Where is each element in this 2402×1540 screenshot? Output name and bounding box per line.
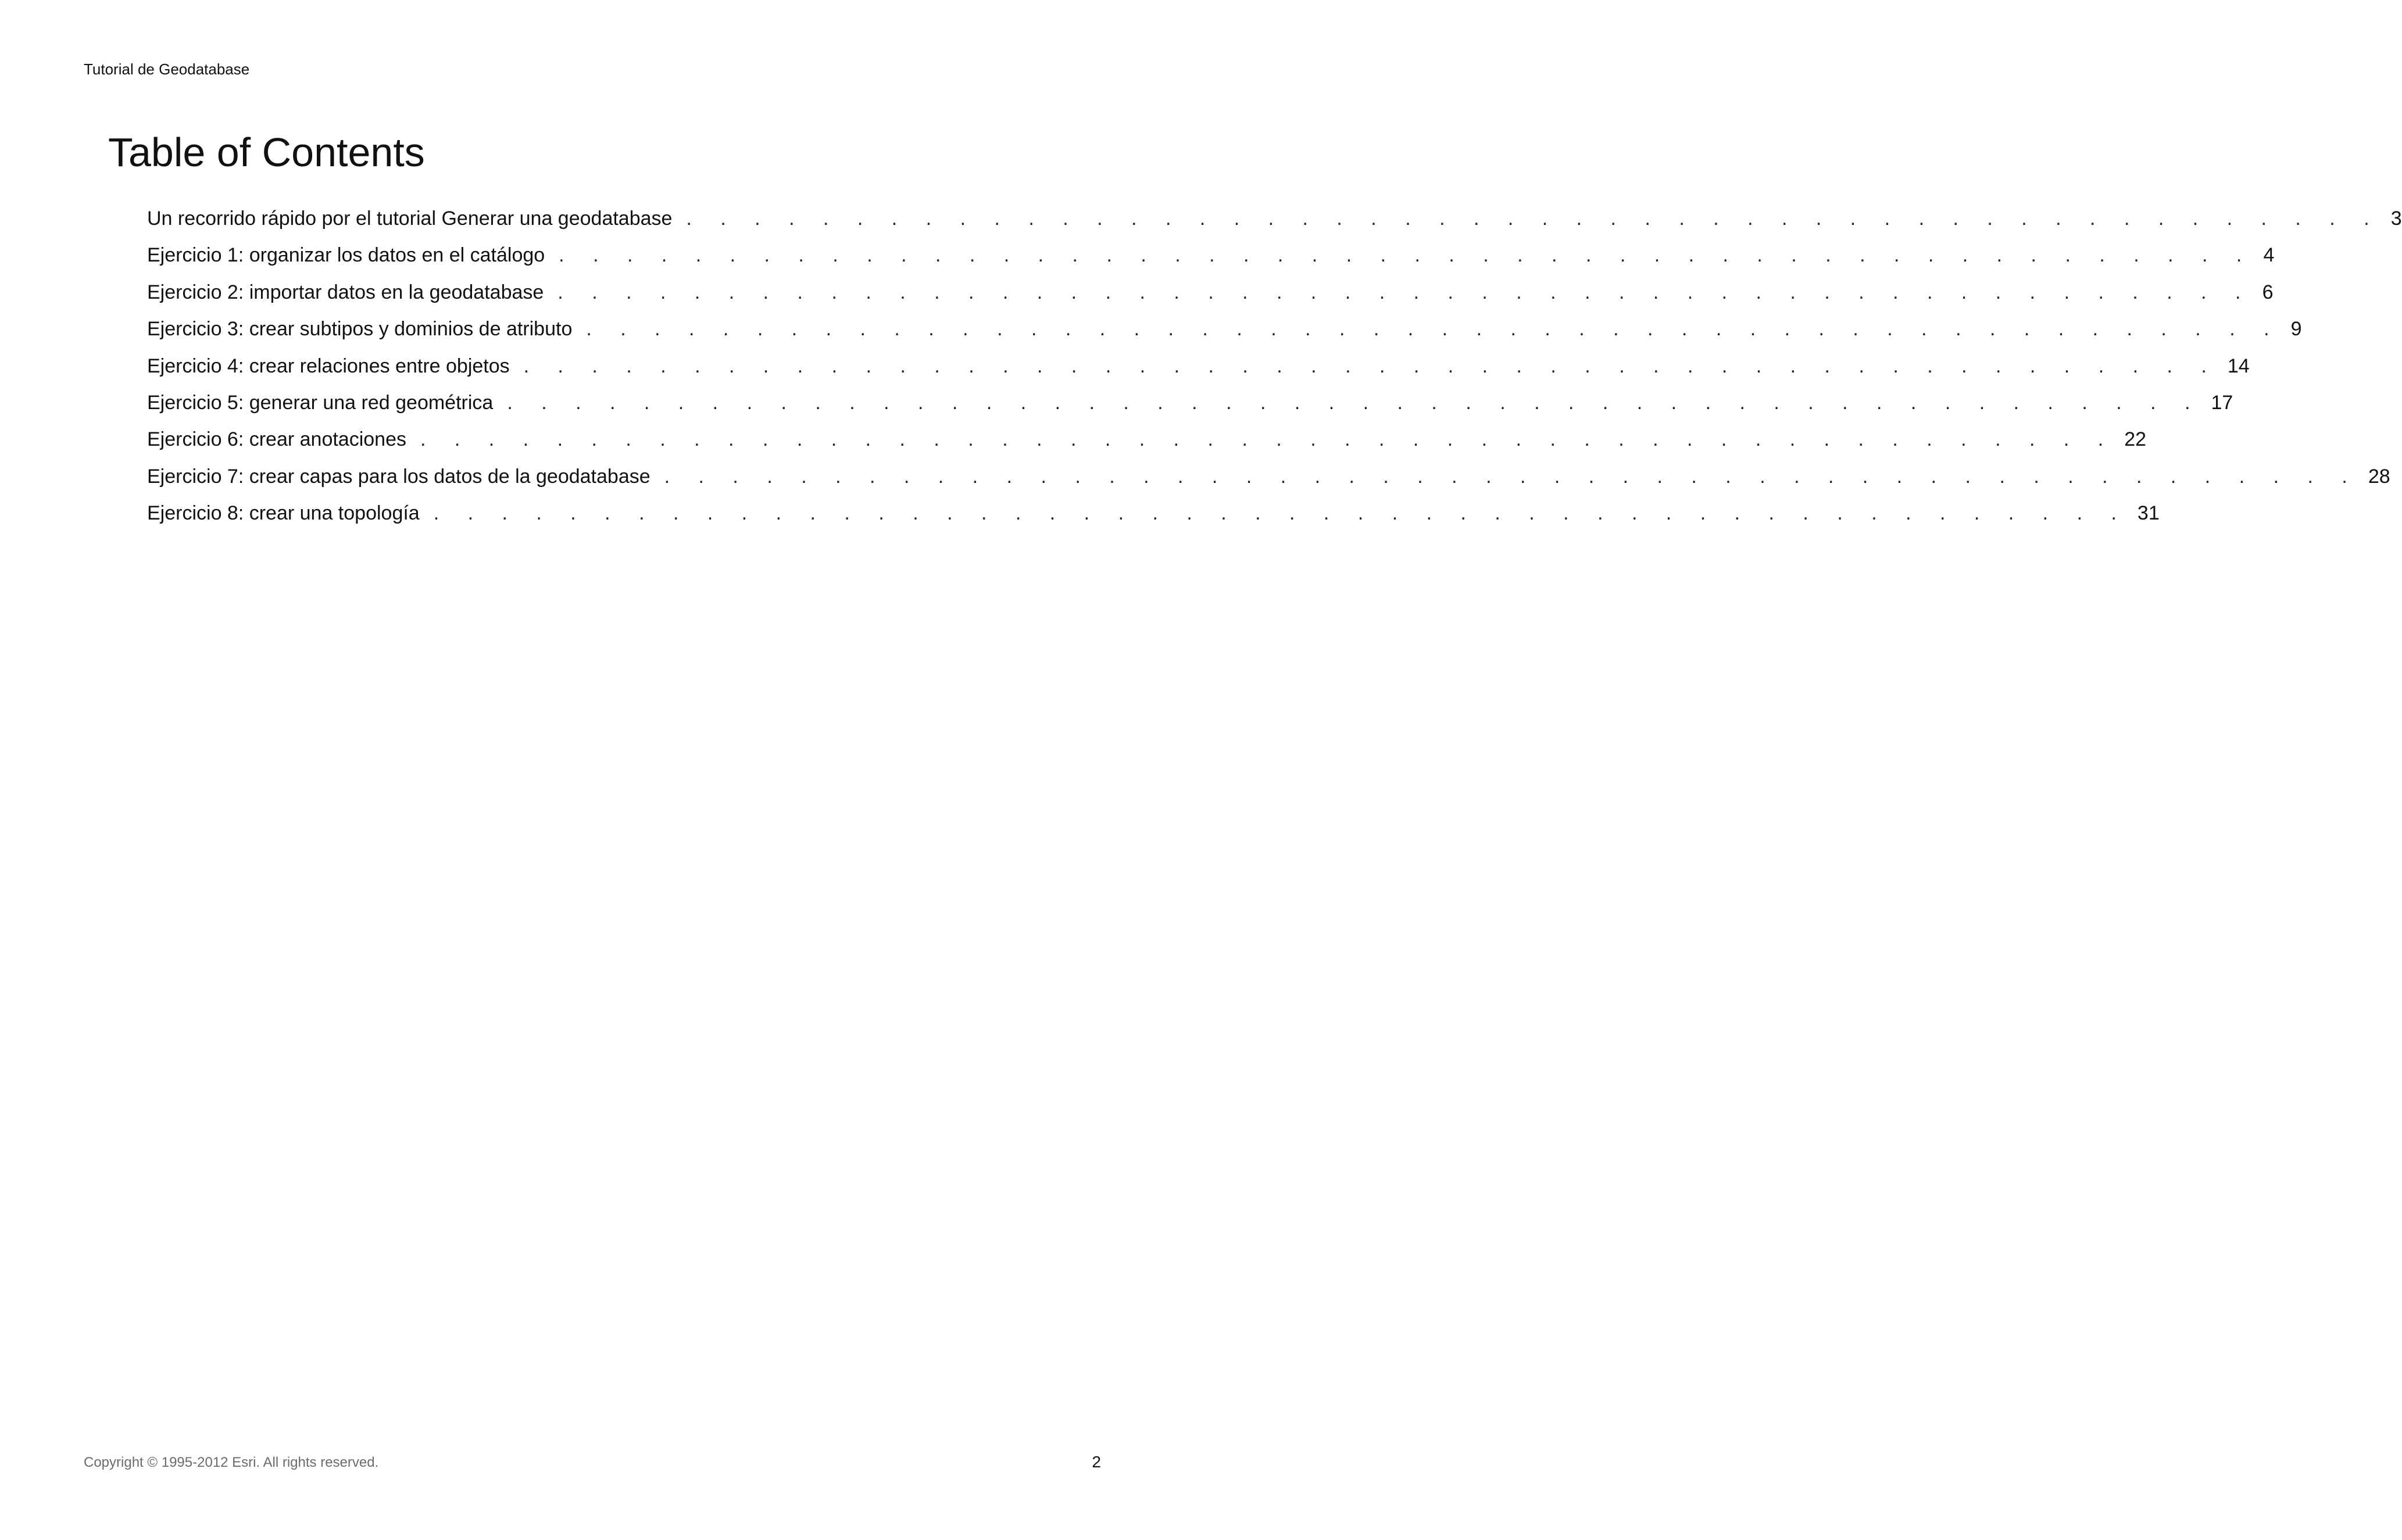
dot-leader: . . . . . . . . . . . . . . . . . . . . . . . . . . . . . . . . . . . . . . . . . . . . . . . . . . bbox=[559, 244, 2254, 267]
toc-entry-page: 31 bbox=[2137, 502, 2160, 525]
toc-entry-link[interactable] bbox=[147, 498, 2160, 535]
toc-entry-title: Ejercicio 8: crear una topología bbox=[147, 502, 420, 525]
toc-item bbox=[147, 240, 2275, 277]
footer-page-number: 2 bbox=[1092, 1453, 1101, 1471]
toc-item bbox=[147, 351, 2250, 388]
toc-entry-link[interactable] bbox=[147, 388, 2233, 424]
toc-entry-page: 4 bbox=[2263, 244, 2275, 267]
toc-entry-page: 9 bbox=[2290, 318, 2302, 341]
toc-entry-title: Ejercicio 5: generar una red geométrica bbox=[147, 391, 494, 414]
toc-item bbox=[147, 424, 2147, 461]
dot-leader: . . . . . . . . . . . . . . . . . . . . . . . . . . . . . . . . . . . . . . . . . . . . . . . . . . bbox=[586, 318, 2281, 341]
toc-entry-title: Ejercicio 6: crear anotaciones bbox=[147, 428, 407, 451]
toc-item bbox=[147, 203, 2402, 240]
toc-entry-page: 6 bbox=[2262, 281, 2274, 303]
toc-entry-page: 28 bbox=[2368, 465, 2390, 488]
toc-entry-title: Ejercicio 2: importar datos en la geodatabase bbox=[147, 281, 544, 303]
dot-leader: . . . . . . . . . . . . . . . . . . . . . . . . . . . . . . . . . . . . . . . . . . . . . . . . . . bbox=[523, 354, 2218, 377]
toc-entry-title: Ejercicio 3: crear subtipos y dominios de atributo bbox=[147, 318, 573, 341]
toc-entry-link[interactable] bbox=[147, 424, 2147, 461]
toc-item bbox=[147, 277, 2274, 314]
running-header: Tutorial de Geodatabase bbox=[84, 60, 250, 78]
toc-entry-title: Ejercicio 1: organizar los datos en el catálogo bbox=[147, 244, 545, 267]
toc-entry-link[interactable] bbox=[147, 314, 2302, 350]
toc-item bbox=[147, 388, 2233, 424]
toc-entry-page: 3 bbox=[2390, 207, 2402, 230]
dot-leader: . . . . . . . . . . . . . . . . . . . . . . . . . . . . . . . . . . . . . . . . . . . . . . . . . . bbox=[686, 207, 2381, 230]
dot-leader: . . . . . . . . . . . . . . . . . . . . . . . . . . . . . . . . . . . . . . . . . . . . . . . . . . bbox=[433, 502, 2128, 525]
dot-leader: . . . . . . . . . . . . . . . . . . . . . . . . . . . . . . . . . . . . . . . . . . . . . . . . . . bbox=[420, 428, 2115, 451]
toc-entry-title: Ejercicio 4: crear relaciones entre objetos bbox=[147, 354, 510, 377]
toc-entry-title: Un recorrido rápido por el tutorial Generar una geodatabase bbox=[147, 207, 673, 230]
toc-entry-link[interactable] bbox=[147, 351, 2250, 388]
toc-entry-link[interactable] bbox=[147, 240, 2275, 277]
toc-entry-link[interactable] bbox=[147, 277, 2274, 314]
footer-copyright: Copyright © 1995-2012 Esri. All rights reserved. bbox=[84, 1455, 379, 1470]
toc-entry-title: Ejercicio 7: crear capas para los datos de la geodatabase bbox=[147, 465, 650, 488]
toc-entry-page: 14 bbox=[2227, 354, 2250, 377]
toc-entry-link[interactable] bbox=[147, 203, 2402, 240]
toc-entry-link[interactable] bbox=[147, 461, 2390, 498]
toc-entry-page: 22 bbox=[2124, 428, 2147, 451]
toc-item bbox=[147, 498, 2160, 535]
toc-list bbox=[147, 203, 2402, 535]
toc-item bbox=[147, 461, 2390, 498]
dot-leader: . . . . . . . . . . . . . . . . . . . . . . . . . . . . . . . . . . . . . . . . . . . . . . . . . . bbox=[507, 391, 2202, 414]
toc-entry-page: 17 bbox=[2211, 391, 2233, 414]
toc-item bbox=[147, 314, 2302, 350]
dot-leader: . . . . . . . . . . . . . . . . . . . . . . . . . . . . . . . . . . . . . . . . . . . . . . . . . . bbox=[557, 281, 2253, 303]
dot-leader: . . . . . . . . . . . . . . . . . . . . . . . . . . . . . . . . . . . . . . . . . . . . . . . . . . bbox=[664, 465, 2359, 488]
toc-title: Table of Contents bbox=[108, 130, 425, 175]
